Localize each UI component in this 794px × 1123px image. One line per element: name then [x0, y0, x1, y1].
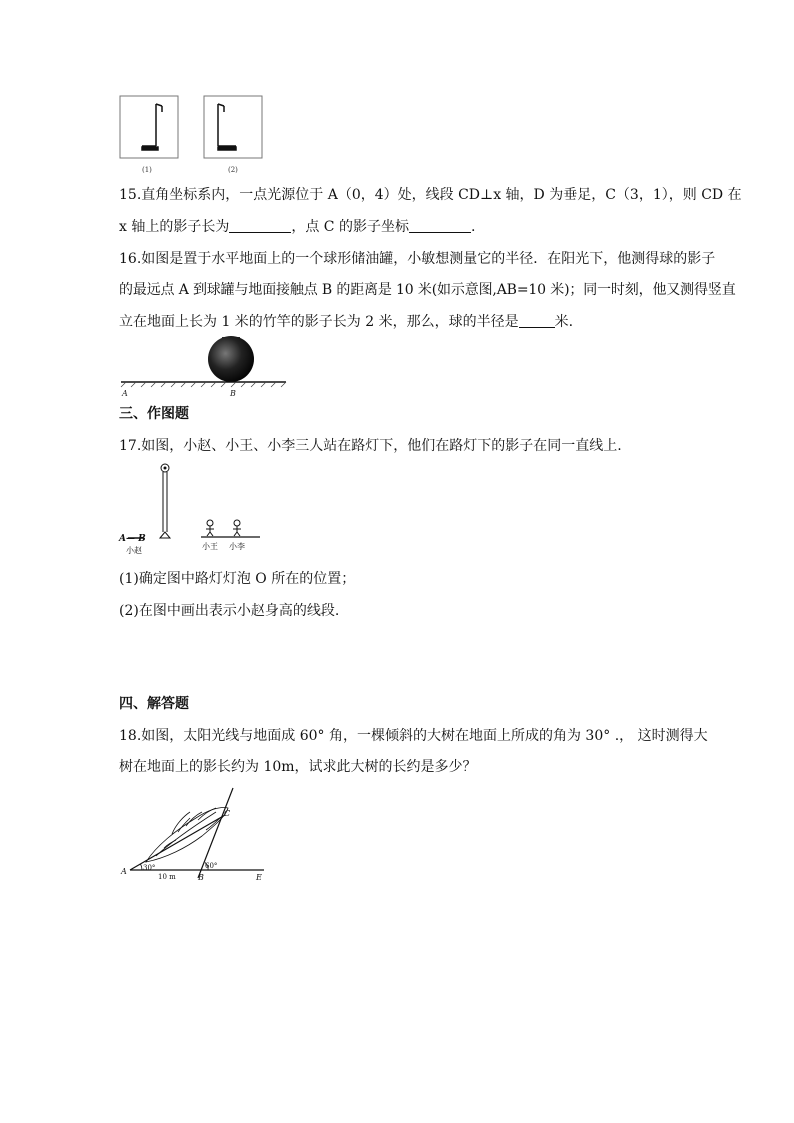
q18-line-1: 18.如图，太阳光线与地面成 60° 角，一棵倾斜的大树在地面上所成的角为 30° .， 这时测得大: [119, 728, 708, 744]
spherical-tank: [208, 336, 254, 382]
label-60-deg: 60°: [205, 862, 218, 870]
q18-line-2: 树在地面上的影长约为 10m，试求此大树的长约是多少？: [119, 759, 477, 775]
section-4-title: 四、解答题: [119, 696, 189, 712]
panel-1-label: (1): [142, 166, 152, 174]
q15-blank-shadow-coord[interactable]: [409, 218, 471, 233]
label-ab: A— B: [119, 534, 146, 544]
q15-text-a: x 轴上的影子长为: [119, 219, 230, 235]
angle-arc-a: [141, 864, 143, 870]
lamp-base: [160, 532, 170, 538]
label-c: C: [224, 809, 231, 818]
q17-part-1: (1)确定图中路灯灯泡 O 所在的位置；: [119, 571, 356, 587]
label-xiaozhao: 小赵: [126, 546, 142, 555]
q17-line-1: 17.如图，小赵、小王、小李三人站在路灯下，他们在路灯下的影子在同一直线上.: [119, 438, 622, 454]
q15-line-1: 15.直角坐标系内，一点光源位于 A（0，4）处，线段 CD⊥x 轴，D 为垂足，C（3，1），则 CD 在: [119, 187, 742, 203]
tree-canopy-icon: [146, 807, 231, 862]
panel-2-label: (2): [228, 166, 238, 174]
label-xiaoli: 小李: [229, 542, 245, 551]
label-10m: 10 m: [158, 873, 176, 881]
label-xiaowang: 小王: [202, 542, 218, 551]
xiaoli-figure-icon: [233, 520, 241, 536]
q17-part-2: (2)在图中画出表示小赵身高的线段.: [119, 603, 340, 619]
leaning-tree-figure: [116, 786, 276, 882]
q15-line-2: [119, 218, 475, 236]
q16-line-2: 的最远点 A 到球罐与地面接触点 B 的距离是 10 米(如示意图,AB=10 米)；同一时刻，他又测得竖直: [119, 282, 736, 298]
q16-line-1: 16.如图是置于水平地面上的一个球形储油罐，小敏想测量它的半径．在阳光下，他测得球的影子: [119, 251, 716, 267]
panel-1-pole: [142, 104, 162, 150]
street-lamp-figure: [116, 462, 266, 558]
tank-label-b: B: [230, 389, 236, 398]
shadow-panels-figure: [118, 94, 268, 176]
section-3-title: 三、作图题: [119, 406, 189, 422]
q15-text-c: .: [470, 219, 476, 235]
spherical-tank-figure: [118, 334, 288, 400]
q15-text-b: ，点 C 的影子坐标: [291, 219, 409, 235]
q16-blank-radius[interactable]: [519, 313, 555, 328]
q16-text-b: 米.: [554, 314, 574, 330]
q15-blank-shadow-length[interactable]: [229, 218, 291, 233]
panel-2-pole: [218, 104, 236, 150]
label-30-deg: 30°: [143, 864, 156, 872]
q16-text-a: 立在地面上长为 1 米的竹竿的影子长为 2 米，那么，球的半径是: [119, 314, 519, 330]
label-b: B: [198, 873, 204, 882]
tank-label-a: A: [122, 389, 128, 398]
label-e: E: [256, 873, 262, 882]
xiaowang-figure-icon: [206, 520, 214, 536]
q16-line-3: [119, 313, 573, 331]
label-a: A: [121, 867, 127, 876]
